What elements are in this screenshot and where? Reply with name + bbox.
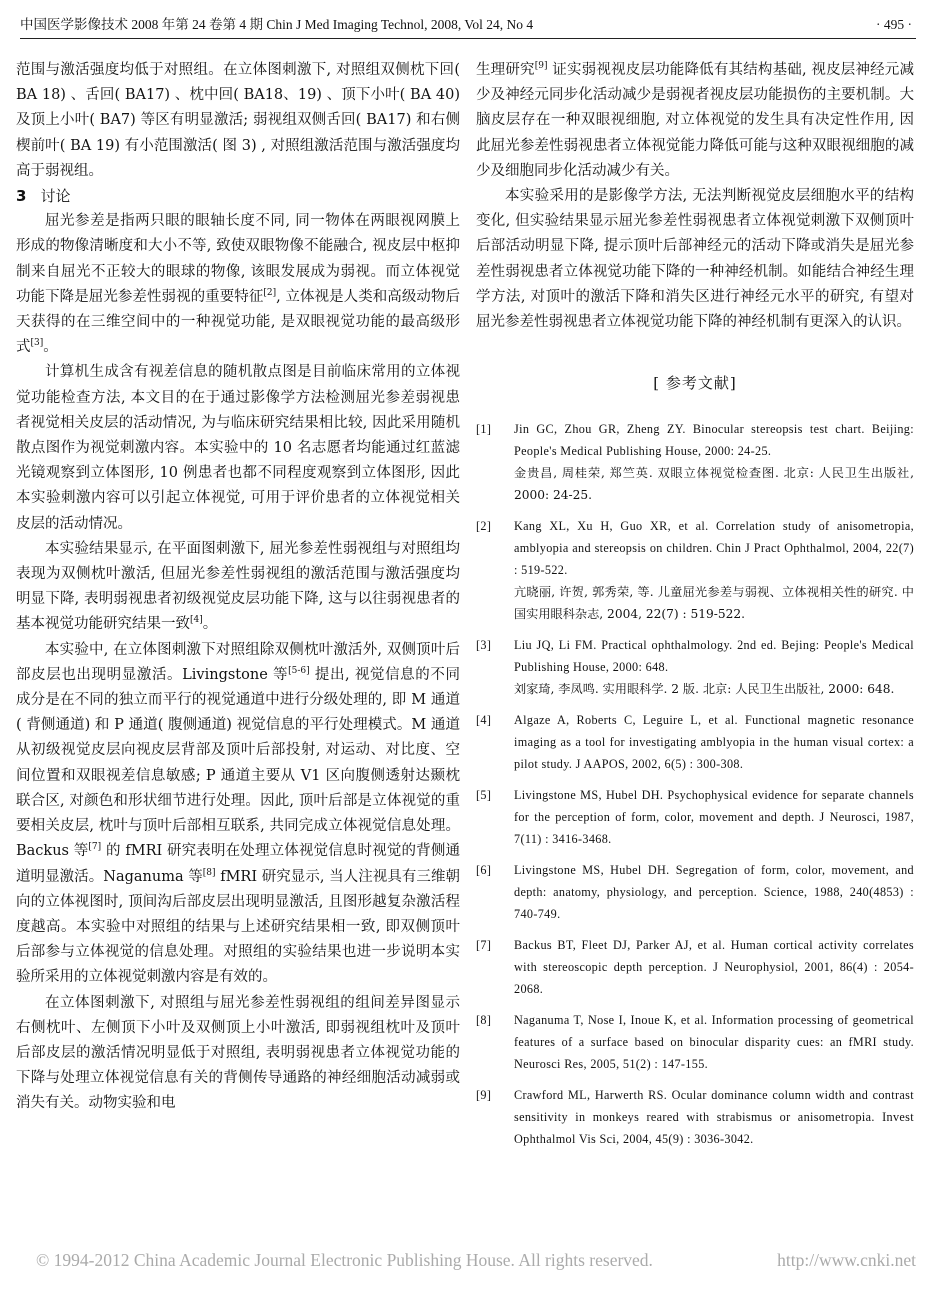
- discussion-paragraph-6: 生理研究[9] 证实弱视视皮层功能降低有其结构基础, 视皮层神经元减少及神经元同步化活动减少是弱视者视皮层功能损伤的主要机制。大脑皮层存在一种双眼视细胞, 对立体视觉的发生具有决定性作用, 因此屈光参差性弱视患者立体视觉能力降低可能与这种双眼视细胞的减少及细胞同步化活动减少有关。: [476, 61, 914, 179]
- reference-english: Kang XL, Xu H, Guo XR, et al. Correlation study of anisometropia, amblyopia and stereopsis on children. Chin J Pract Ophthalmol, 2004, 22(7) : 519-522.: [514, 519, 914, 578]
- citation-ref[interactable]: [5-6]: [288, 665, 310, 676]
- citation-ref[interactable]: [2]: [263, 287, 277, 298]
- running-header: [20, 14, 916, 39]
- reference-item: [476, 859, 914, 925]
- results-paragraph: 范围与激活强度均低于对照组。在立体图刺激下, 对照组双侧枕下回( BA 18) 、舌回( BA17) 、枕中回( BA18、19) 、顶下小叶( BA 40) 及顶上小叶( BA7) 等区有明显激活; 弱视组双侧舌回( BA17) 和右侧楔前叶( BA 19) 有小范围激活( 图 3) , 对照组激活范围与激活强度均高于弱视组。: [16, 62, 460, 179]
- discussion-paragraph-1: 屈光参差是指两只眼的眼轴长度不同, 同一物体在两眼视网膜上形成的物像清晰度和大小不等, 致使双眼物像不能融合, 视皮层中枢抑制来自屈光不正较大的眼球的物像, 该眼发展成为弱视。而立体视觉功能下降是屈光参差性弱视的重要特征[2], 立体视是人类和高级动物后天获得的在三维空间中的一种视觉功能, 是双眼视觉功能的最高级形式[3]。: [16, 213, 461, 356]
- reference-english: Naganuma T, Nose I, Inoue K, et al. Information processing of geometrical features of a surface based on binocular disparity cues: an fMRI study. Neurosci Res, 2005, 51(2) : 147-155.: [514, 1013, 914, 1072]
- reference-item: [476, 934, 914, 1000]
- reference-english: Crawford ML, Harwerth RS. Ocular dominance column width and contrast sensitivity in monkeys reared with strabismus or anisometropia. Invest Ophthalmol Vis Sci, 2004, 45(9) : 3036-3042.: [514, 1088, 914, 1147]
- citation-ref[interactable]: [7]: [88, 842, 102, 853]
- reference-number: [6]: [476, 863, 492, 878]
- reference-chinese: 刘家琦, 李凤鸣. 实用眼科学. 2 版. 北京: 人民卫生出版社, 2000: 648.: [514, 682, 895, 697]
- discussion-paragraph-5: 在立体图刺激下, 对照组与屈光参差性弱视组的组间差异图显示右侧枕叶、左侧顶下小叶及双侧顶上小叶激活, 即弱视组枕叶及顶叶后部皮层的激活情况明显低于对照组, 表明弱视患者立体视觉功能的下降与处理立体视觉信息有关的背侧传导通路的神经细胞活动减弱或消失有关。动物实验和电: [16, 994, 460, 1112]
- discussion-paragraph-4: 本实验中, 在立体图刺激下对照组除双侧枕叶激活外, 双侧顶叶后部皮层也出现明显激活。Livingstone 等[5-6] 提出, 视觉信息的不同成分是在不同的独立而平行的视觉通道中进行分级处理的, 即 M 通道( 背侧通道) 和 P 通道( 腹侧通道) 视觉信息的平行处理模式。M 通道从初级视觉皮层向视皮层背部及顶叶后部投射, 对运动、对比度、空间位置和双眼视差信息敏感; P 通道主要从 V1 区向腹侧透射达颞枕联合区, 对颜色和形状细节进行处理。因此, 顶叶后部是立体视觉的重要相关皮层, 枕叶与顶叶后部相互联系, 共同完成立体视觉信息处理。Backus 等[7] 的 fMRI 研究表明在处理立体视觉信息时视觉的背侧通道明显激活。Naganuma 等[8] fMRI 研究显示, 当人注视具有三维朝向的立体视图时, 顶间沟后部皮层出现明显激活, 且图形越复杂激活程度越高。本实验中对照组的结果与上述研究结果相一致, 即双侧顶叶后部参与立体视觉的信息处理。对照组的实验结果也进一步说明本实验所采用的立体视觉刺激内容是有效的。: [16, 641, 460, 986]
- reference-item: [476, 1084, 914, 1150]
- reference-number: [9]: [476, 1088, 492, 1103]
- discussion-paragraph-3: 本实验结果显示, 在平面图刺激下, 屈光参差性弱视组与对照组均表现为双侧枕叶激活, 但屈光参差性弱视组的激活范围与激活强度均明显下降, 表明弱视患者初级视觉皮层功能下降, 这与以往弱视患者的基本视觉功能研究结果一致[4]。: [16, 540, 460, 633]
- page-number: · 495 ·: [876, 17, 912, 32]
- journal-citation: 中国医学影像技术 2008 年第 24 卷第 4 期 Chin J Med Imaging Technol, 2008, Vol 24, No 4: [20, 17, 534, 32]
- reference-item: [476, 634, 914, 700]
- reference-english: Jin GC, Zhou GR, Zheng ZY. Binocular stereopsis test chart. Beijing: People's Medical Publishing House, 2000: 24-25.: [514, 422, 914, 459]
- discussion-paragraph-2: 计算机生成含有视差信息的随机散点图是目前临床常用的立体视觉功能检查方法, 本文目的在于通过影像学方法检测屈光参差弱视患者视觉相关皮层的活动情况, 为与临床研究结果相比较, 因此采用随机散点图作为视觉刺激内容。本实验中的 10 名志愿者均能通过红蓝滤光镜观察到立体图形, 10 例患者也都不同程度观察到立体图形, 因此本实验刺激内容可以引起立体视觉, 可用于评价患者的立体视觉相关皮层的活动情况。: [16, 364, 460, 532]
- reference-english: Algaze A, Roberts C, Leguire L, et al. Functional magnetic resonance imaging as a tool for investigating amblyopia in the human visual cortex: a pilot study. J AAPOS, 2002, 6(5) : 300-308.: [514, 713, 914, 772]
- reference-item: [476, 709, 914, 775]
- reference-chinese: 金贵昌, 周桂荣, 郑竺英. 双眼立体视觉检查图. 北京: 人民卫生出版社, 2000: 24-25.: [514, 466, 914, 503]
- reference-number: [3]: [476, 638, 492, 653]
- citation-ref[interactable]: [4]: [190, 615, 203, 626]
- reference-number: [4]: [476, 713, 492, 728]
- reference-english: Backus BT, Fleet DJ, Parker AJ, et al. Human cortical activity correlates with stereoscopic depth perception. J Neurophysiol, 2001, 86(4) : 2054-2068.: [514, 938, 914, 997]
- citation-ref[interactable]: [9]: [534, 61, 548, 71]
- reference-number: [5]: [476, 788, 492, 803]
- discussion-paragraph-7: 本实验采用的是影像学方法, 无法判断视觉皮层细胞水平的结构变化, 但实验结果显示屈光参差性弱视患者立体视觉刺激下双侧顶叶后部活动明显下降, 提示顶叶后部神经元的活动下降或消失是屈光参差性弱视患者立体视觉功能下降的一种神经机制。如能结合神经生理学方法, 对顶叶的激活下降和消失区进行神经元水平的研究, 有望对屈光参差性弱视患者立体视觉功能下降的神经机制有更深入的认识。: [476, 188, 914, 331]
- footer-link[interactable]: http://www.cnki.net: [777, 1250, 916, 1270]
- reference-item: [476, 515, 914, 625]
- reference-english: Livingstone MS, Hubel DH. Segregation of form, color, movement, and depth: anatomy, physiology, and perception. Science, 1988, 240(4853) : 740-749.: [514, 863, 914, 922]
- reference-item: [476, 418, 914, 506]
- page-footer: [36, 1250, 916, 1271]
- reference-chinese: 亢晓丽, 许贺, 郭秀荣, 等. 儿童屈光参差与弱视、立体视相关性的研究. 中国实用眼科杂志, 2004, 22(7) : 519-522.: [514, 585, 914, 622]
- reference-english: Livingstone MS, Hubel DH. Psychophysical evidence for separate channels for the perception of form, color, movement and depth. J Neurosci, 1987, 7(11) : 3416-3468.: [514, 788, 914, 847]
- citation-ref[interactable]: [3]: [30, 338, 44, 349]
- reference-item: [476, 784, 914, 850]
- reference-list: [476, 418, 914, 1150]
- section-heading: [16, 184, 460, 209]
- reference-number: [2]: [476, 519, 492, 534]
- reference-number: [7]: [476, 938, 492, 953]
- section-title: 讨论: [40, 187, 71, 206]
- reference-number: [8]: [476, 1013, 492, 1028]
- reference-number: [1]: [476, 422, 492, 437]
- right-column: [476, 58, 914, 1159]
- references-title: [ 参考文献]: [653, 374, 737, 393]
- citation-ref[interactable]: [8]: [202, 867, 216, 878]
- copyright-notice: © 1994-2012 China Academic Journal Electronic Publishing House. All rights reserved.: [36, 1250, 653, 1270]
- section-number: 3: [16, 187, 27, 206]
- reference-english: Liu JQ, Li FM. Practical ophthalmology. 2nd ed. Bejing: People's Medical Publishing House, 2000: 648.: [514, 638, 914, 675]
- reference-item: [476, 1009, 914, 1075]
- left-column: [16, 58, 460, 1117]
